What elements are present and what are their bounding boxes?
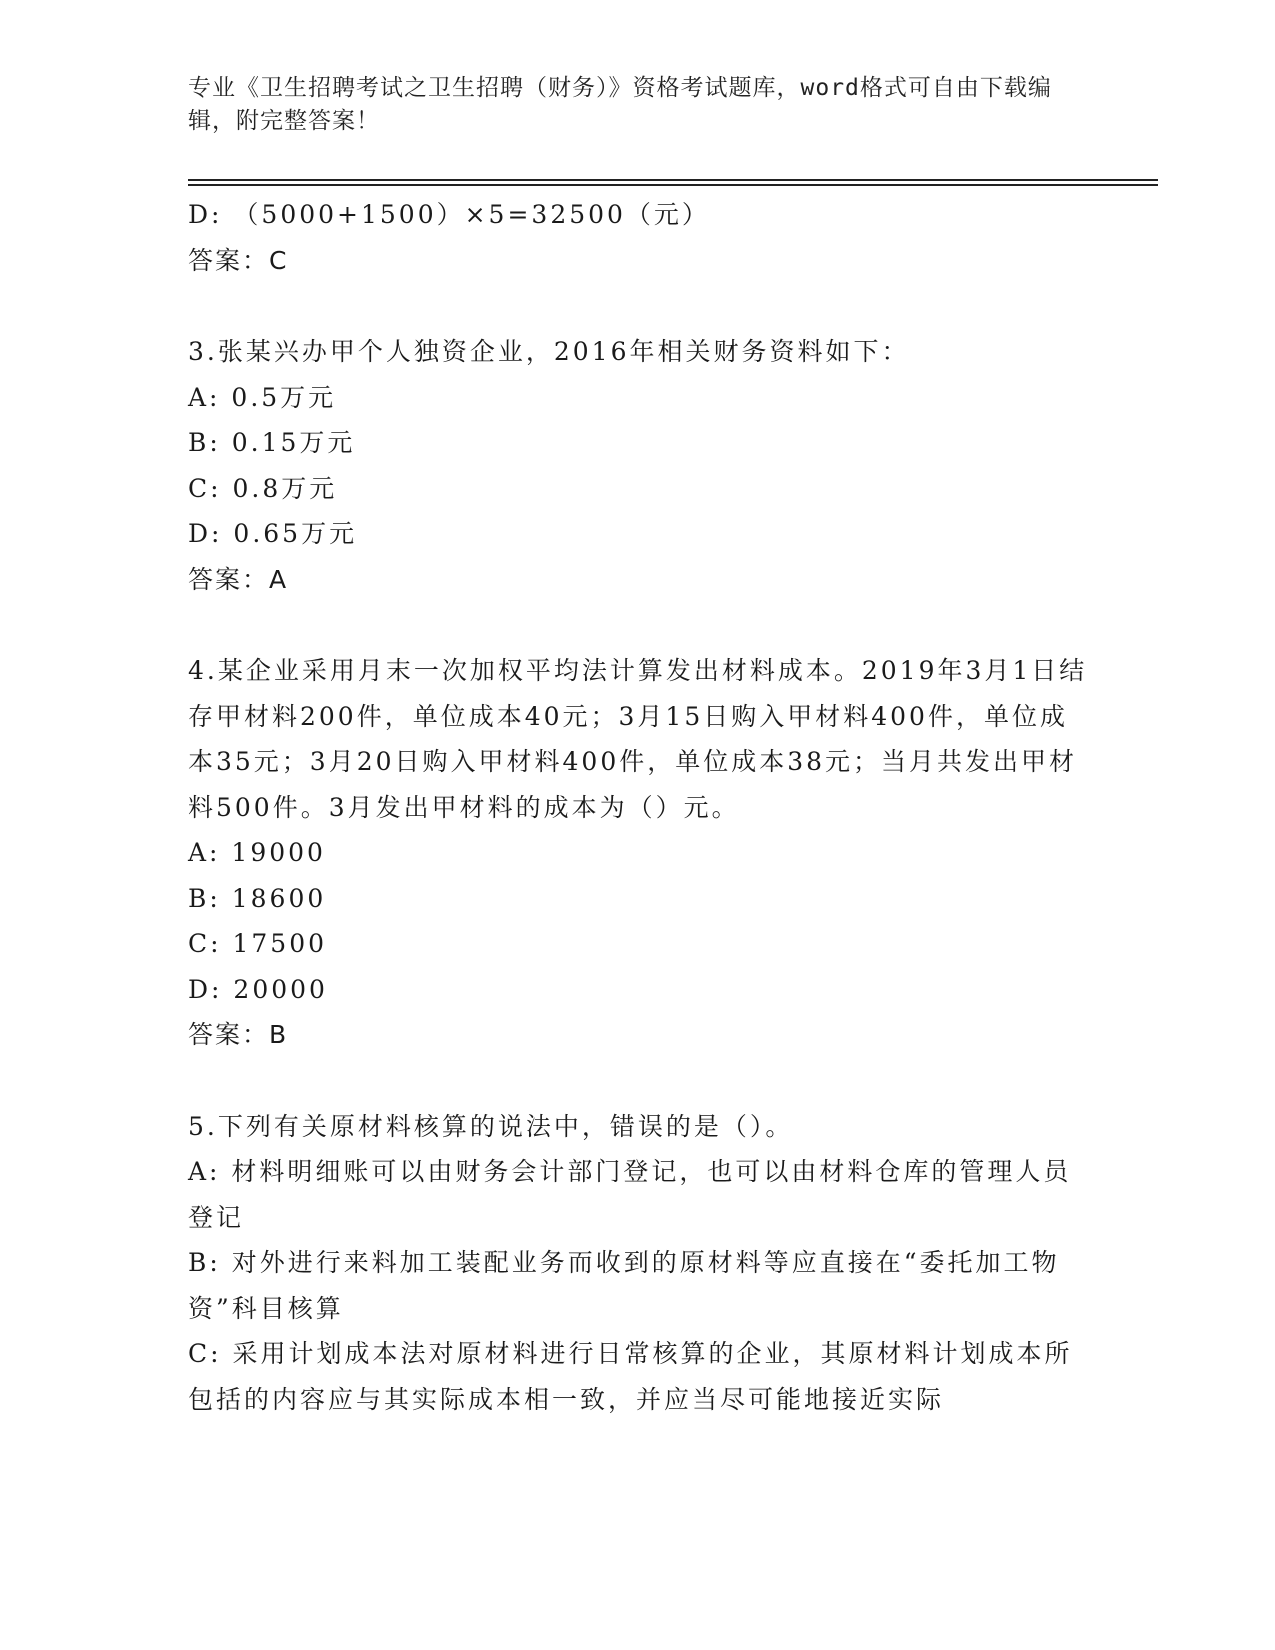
header-rule-bottom xyxy=(188,184,1158,186)
q3-answer: 答案：A xyxy=(188,564,289,594)
q2-answer: 答案：C xyxy=(188,245,289,275)
q3-option-a: A: 0.5万元 xyxy=(188,382,337,412)
q4-option-b: B: 18600 xyxy=(188,883,327,913)
header-rule-top xyxy=(188,179,1158,181)
q3-option-d: D: 0.65万元 xyxy=(188,519,358,548)
q4-question: 4.某企业采用月末一次加权平均法计算发出材料成本。2019年3月1日结存甲材料200件，单位成本40元；3月15日购入甲材料400件，单位成本35元；3月20日购入甲材料400件，单位成本38元；当月共发出甲材料500件。3月发出甲材料的成本为（）元。 xyxy=(188,656,1088,822)
q4-answer: 答案：B xyxy=(188,1020,289,1049)
q4-option-c: C: 17500 xyxy=(188,929,328,958)
q5-option-b: B: 对外进行来料加工装配业务而收到的原材料等应直接在“委托加工物资”科目核算 xyxy=(188,1248,1060,1323)
q5-option-c: C: 采用计划成本法对原材料进行日常核算的企业，其原材料计划成本所包括的内容应与其实际成本相一致，并应当尽可能地接近实际 xyxy=(188,1339,1073,1414)
q4-option-a: A: 19000 xyxy=(188,838,326,867)
q5-option-a: A: 材料明细账可以由财务会计部门登记，也可以由材料仓库的管理人员登记 xyxy=(188,1157,1072,1232)
q3-option-c: C: 0.8万元 xyxy=(188,473,338,503)
q3-question: 3.张某兴办甲个人独资企业，2016年相关财务资料如下： xyxy=(188,337,910,366)
document-header: 专业《卫生招聘考试之卫生招聘（财务）》资格考试题库，word格式可自由下载编辑，附完整答案！ xyxy=(188,75,1052,134)
q2-option-d: D: （5000+1500）×5=32500（元） xyxy=(188,200,710,229)
q3-option-b: B: 0.15万元 xyxy=(188,428,356,457)
document-body xyxy=(188,192,1088,1422)
q4-option-d: D: 20000 xyxy=(188,974,328,1004)
q5-question: 5.下列有关原材料核算的说法中，错误的是（）。 xyxy=(188,1111,794,1141)
